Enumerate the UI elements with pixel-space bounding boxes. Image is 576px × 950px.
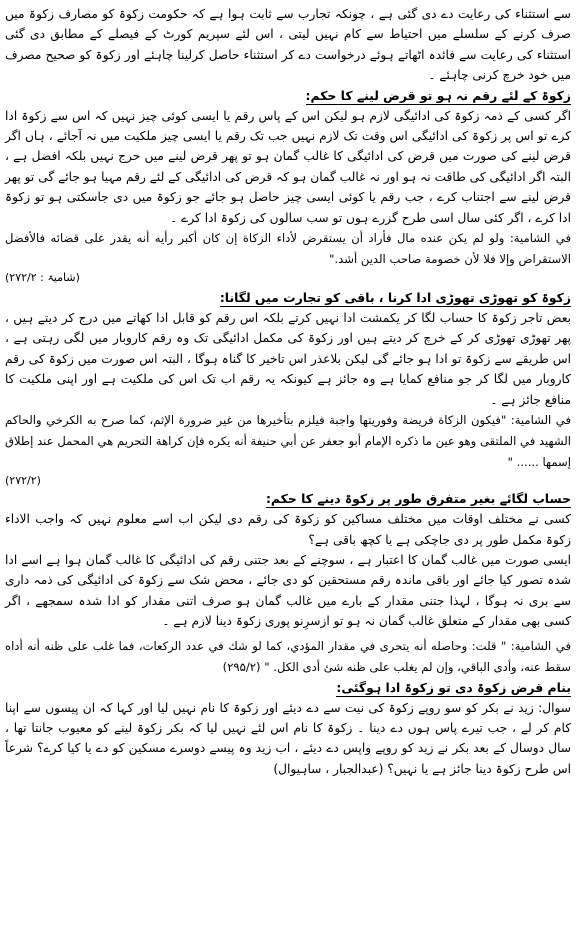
paragraph: اگر کسی کے ذمہ زکوۃ کی ادائیگی لازم ہو لیکن اس کے پاس رقم یا ایسی کوئی چیز نہیں کہ اس سے زکوۃ ادا کرے تو اس پر زکوۃ کی ادائیگی اس وقت تک لازم نہیں جب تک رقم یا ایسی چیز ملکیت میں نہ آجائے ، ہاں اگر قرض لینے کی صورت میں قرض کی ادائیگی کا غالب گمان ہو تو پھر قرض لینے میں حرج نہیں بلکہ افضل ہے ، البتہ اگر ادائیگی کی طاقت نہ ہو اور نہ غالب گمان ہو کہ قرض کی ادائیگی کے لئے رقم مہیا ہو جائے گی تو پھر قرض لینے سے اجتناب کرے ، جب رقم یا کوئی ایسی چیز حاصل ہو جائے جو زکوۃ میں دی جاسکتی ہو تو زکوۃ ادا کرے ، اگر کئی سال اسی طرح گزرے ہوں تو سب سالوں کی زکوۃ ادا کرے ۔ [5,108,571,225]
paragraph: سے استثناء کی رعایت دے دی گئی ہے ، چونکہ تجارب سے ثابت ہوا ہے کہ حکومت زکوۃ کو مصارف زکوۃ میں صرف کرنے کے سلسلے میں احتیاط سے کام نہیں لیتی ، اس لئے سپریم کورٹ کے فیصلے کے مطابق دی گئی استثناء کی رعایت سے فائدہ اٹھاتے ہوئے درخواست دے کر استثناء حاصل کرلینا چاہئے اور زکوۃ کو صحیح مصرف میں خود خرچ کرنی چاہئے ۔ [5,7,571,83]
paragraph: ایسی صورت میں غالب گمان کا اعتبار ہے ، سوچنے کے بعد جتنی رقم کی ادائیگی کا غالب گمان ہوا ہے اسے ادا شدہ تصور کیا جائے اور باقی ماندہ رقم مستحقین کو دی جائے ، محض شک سے زکوۃ کی ادائیگی کی ذمہ داری سے بری نہ ہوگا ، لہذا جتنی مقدار کے بارے میں غالب گمان ہو صرف اتنی مقدار کو ادا شدہ سمجھے ، اگر کسی بھی مقدار کے متعلق غالب گمان نہ ہو تو ازسرِنو پوری زکوۃ دینا لازم ہے ۔ [5,552,571,629]
section-heading-text: حساب لگائے بغیر متفرق طور پر زکوۃ دینے کا حکم: [265,491,571,507]
arabic-quote: في الشامية: ولو لم يكن عنده مال فأراد أن يستقرض لأداء الزكاة إن كان أكبر رأيه أنه يقدر على قضائه فالأفضل الاستقراض وإلا فلا لأن خصومة صاحب الدين أشد." [5,231,571,267]
reference: (شامیۃ : ۲۷۲/۲) [5,271,80,285]
reference: (۲۷۲/۲) [5,474,41,488]
section-heading [5,489,571,509]
section-heading [5,288,571,308]
paragraph: بعض تاجر زکوۃ کا حساب لگا کر یکمشت ادا نہیں کرتے بلکہ اس رقم کو قابل ادا کھاتے میں درج کر دیتے ہیں ، پھر تھوڑی تھوڑی کر کے خرچ کر دیتے ہیں اور زکوۃ کی مکمل ادائیگی تک وہ رقم کاروبار میں لگی رہتی ہے ، اس طریقے سے زکوۃ تو ادا ہو جائے گی لیکن بلاعذر اس تاخیر کا گناہ ہوگا ، البتہ اس صورت میں زکوۃ کی رقم کاروبار میں لگا کر جو منافع کمایا ہے وہ جائز ہے کیونکہ یہ رقم اب تک اس کی ملکیت ہے اور اپنی ملکیت کا منافع جائز ہے ۔ [5,311,571,407]
section-heading-text: زکوۃ کو تھوڑی تھوڑی ادا کرنا ، باقی کو تجارت میں لگانا: [219,290,571,306]
paragraph: کسی نے مختلف اوقات میں مختلف مساکین کو زکوۃ کی رقم دی لیکن اب اسے معلوم نہیں کہ واجب الاداء زکوۃ مکمل طور پر دی جاچکی ہے یا کچھ باقی ہے؟ [5,512,571,547]
section-heading-text: بنام قرض زکوۃ دی تو زکوۃ ادا ہوگئی: [336,679,571,695]
arabic-quote: في الشامية: " قلت: وحاصله أنه يتحرى في مقدار المؤدي، كما لو شك في عدد الركعات، فما غلب على ظنه أنه أداه سقط عنه، وأدى الباقي، وإن لم يغلب على ظنه شئ أدى الكل. " (۲۹۵/۲) [5,638,571,674]
section-heading [5,86,571,106]
paragraph: سوال: زید نے بکر کو سو روپے زکوۃ کی نیت سے دے دیئے اور زکوۃ کا نام نہیں لیا اور کہا کہ ان پیسوں سے اپنا کام کر لے ، جب تیرے پاس ہوں دے دینا ۔ زکوۃ کا نام اس لئے نہیں لیا کہ بکر زکوۃ لینے کو معیوب جانتا تھا ، سال دوسال کے بعد بکر نے زید کو روپے واپس دے دیئے ، اب زید وہ پیسے دوسرے مسکین کو دے یا کیا کرے؟ شرعاً اس طرح زکوۃ دینا جائز ہے یا نہیں؟ (عبدالجبار ، ساہیوال) [5,700,571,776]
section-heading-text: زکوۃ کے لئے رقم نہ ہو تو قرض لینے کا حکم: [305,87,571,103]
section-heading [5,678,571,698]
arabic-quote: في الشامية: "فيكون الزكاة فريضة وفوريتها واجبة فيلزم بتأخيرها من غير ضرورة الإثم، كما صرح به الكرخي والحاكم الشهيد في الملتقى وهو عين ما ذكره الإمام أبو جعفر عن أبي حنيفة أنه يكره فإن كراهة التحريم هي المحمل عند إطلاق إسمها ...... " [5,413,571,470]
